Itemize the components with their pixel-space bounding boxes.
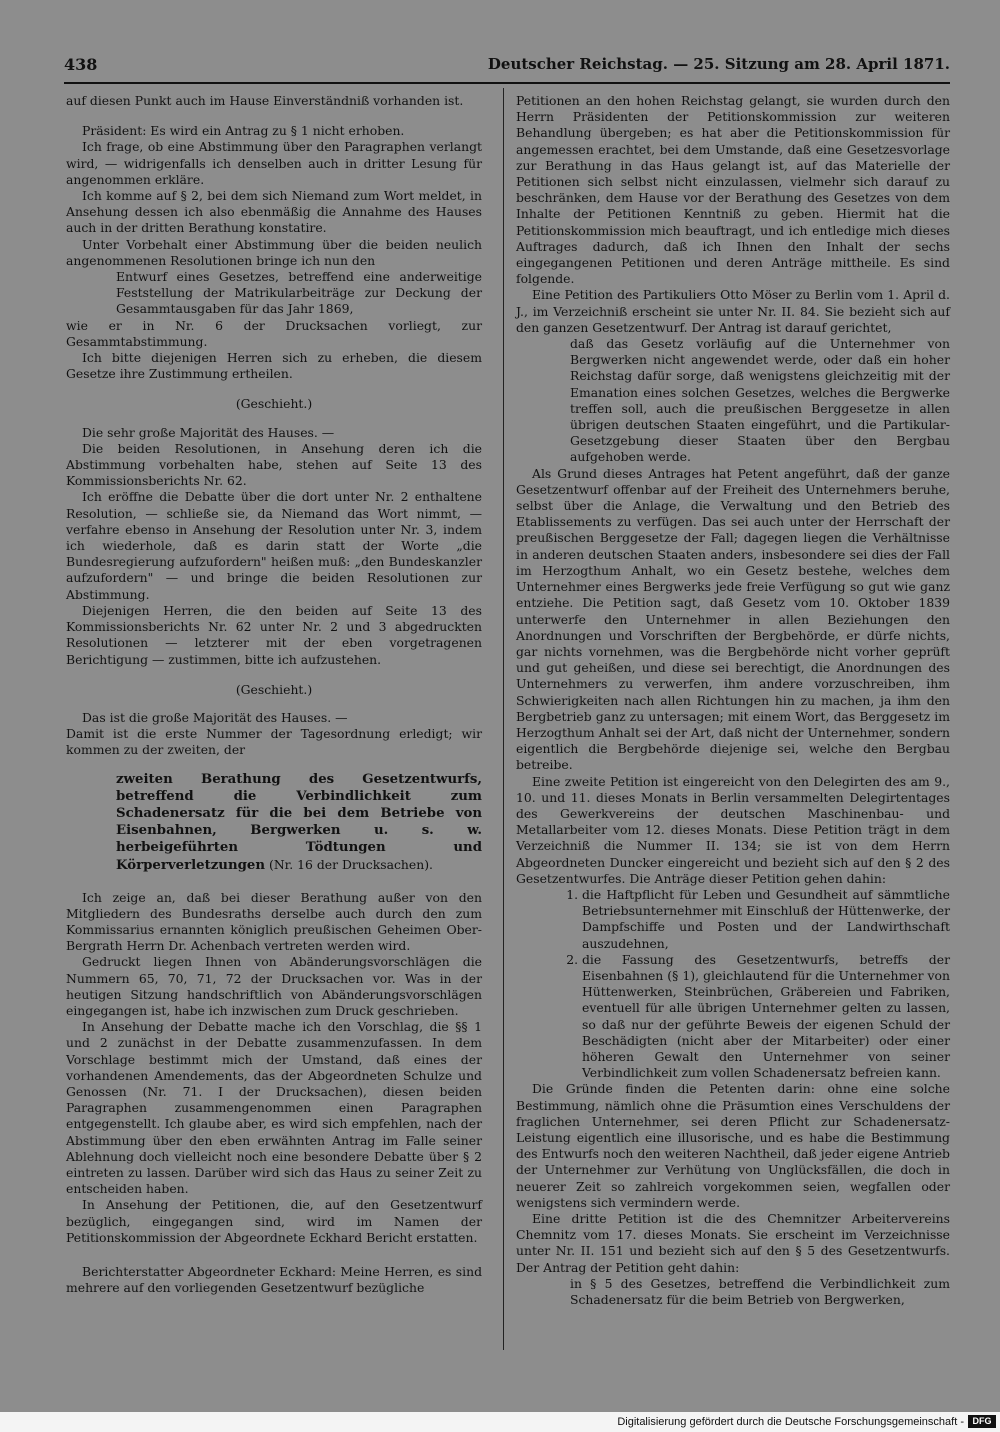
agenda-item-reference: (Nr. 16 der Drucksachen). bbox=[265, 856, 433, 872]
paragraph: Ich zeige an, daß bei dieser Berathung außer von den Mitgliedern des Bundesraths derselbe auch durch den zum Kommissarius ernannten königlich preußischen Geheimen Ober-Bergrath Herrn Dr. Achenbach vertreten werden wird. bbox=[66, 889, 482, 954]
paragraph: Ich eröffne die Debatte über die dort unter Nr. 2 enthaltene Resolution, — schließe sie, da Niemand das Wort nimmt, — verfahre ebenso in Ansehung der Resolution unter Nr. 3, indem ich wiederhole, daß es darin statt der Worte „die Bundesregierung aufzufordern" heißen muß: „den Bundeskanzler aufzufordern" — und bringe die beiden Resolutionen zur Abstimmung. bbox=[66, 489, 482, 602]
left-column bbox=[66, 93, 482, 1296]
paragraph: Ich frage, ob eine Abstimmung über den Paragraphen verlangt wird, — widrigenfalls ich denselben auch in dritter Lesung für angenommen erkläre. bbox=[66, 139, 482, 187]
paragraph: Ich komme auf § 2, bei dem sich Niemand zum Wort meldet, in Ansehung dessen ich also ebenmäßig die Annahme des Hauses auch in der dritten Berathung konstatire. bbox=[66, 188, 482, 236]
page-header bbox=[64, 55, 950, 79]
paragraph: Entwurf eines Gesetzes, betreffend eine anderweitige Feststellung der Matrikularbeiträge zur Deckung der Gesammtausgaben für das Jahr 1869, bbox=[116, 269, 482, 317]
quoted-request: in § 5 des Gesetzes, betreffend die Verbindlichkeit zum Schadenersatz für die beim Betrieb von Bergwerken, bbox=[570, 1275, 950, 1308]
paragraph: Eine Petition des Partikuliers Otto Möser zu Berlin vom 1. April d. J., im Verzeichniß erscheint sie unter Nr. II. 84. Sie bezieht sich auf den ganzen Gesetzentwurf. Der Antrag ist darauf gerichtet, bbox=[516, 287, 950, 335]
paragraph: Die Gründe finden die Petenten darin: ohne eine solche Bestimmung, nämlich ohne die Präsumtion eines Verschuldens der fraglichen Unternehmer, sei deren Pflicht zur Schadenersatz-Leistung eigentlich eine illusorische, und es habe die Bestimmung des Entwurfs noch den weiteren Nachtheil, daß jeder eigene Antrieb der Unternehmer zur Verhütung von Unglücksfällen, die doch in neuerer Zeit so zahlreich vorgekommen seien, wegfallen oder wenigstens sich vermindern werde. bbox=[516, 1081, 950, 1210]
agenda-item-heading bbox=[66, 771, 482, 874]
paragraph: Ich bitte diejenigen Herren sich zu erheben, die diesem Gesetze ihre Zustimmung ertheilen. bbox=[66, 350, 482, 382]
paragraph: Eine zweite Petition ist eingereicht von den Delegirten des am 9., 10. und 11. dieses Monats in Berlin versammelten Delegirtentages des Gewerkvereins der deutschen Maschinenbau- und Metallarbeiter vom 12. dieses Monats. Diese Petition trägt in dem Verzeichniß die Nummer II. 134; sie ist von dem Herrn Abgeordneten Duncker eingereicht und bezieht sich auf den § 2 des Gesetzentwurfes. Die Anträge dieser Petition gehen dahin: bbox=[516, 773, 950, 886]
column-divider bbox=[503, 88, 504, 1350]
paragraph: Damit ist die erste Nummer der Tagesordnung erledigt; wir kommen zu der zweiten, der bbox=[66, 726, 482, 758]
paragraph: Diejenigen Herren, die den beiden auf Seite 13 des Kommissionsberichts Nr. 62 unter Nr. 2 und 3 abgedruckten Resolutionen — letzterer mit der eben vorgetragenen Berichtigung — zustimmen, bitte ich aufzustehen. bbox=[66, 602, 482, 667]
stage-direction: (Geschieht.) bbox=[235, 681, 313, 697]
right-column bbox=[516, 93, 950, 1308]
dfg-logo: DFG bbox=[968, 1415, 996, 1428]
paragraph: Die sehr große Majorität des Hauses. — bbox=[82, 424, 335, 440]
paragraph: Gedruckt liegen Ihnen von Abänderungsvorschlägen die Nummern 65, 70, 71, 72 der Drucksachen vor. Was in der heutigen Sitzung handschriftlich von Abänderungsvorschlägen eingegangen ist, habe ich inzwischen zum Druck geschrieben. bbox=[66, 954, 482, 1018]
running-head: Deutscher Reichstag. — 25. Sitzung am 28. April 1871. bbox=[487, 55, 950, 73]
paragraph: Das ist die große Majorität des Hauses. — bbox=[82, 709, 348, 725]
petition-requests-list bbox=[516, 887, 950, 1081]
paragraph: Berichterstatter Abgeordneter Eckhard: Meine Herren, es sind mehrere auf den vorliegenden Gesetzentwurf bezügliche bbox=[66, 1263, 482, 1296]
paragraph: Eine dritte Petition ist die des Chemnitzer Arbeitervereins Chemnitz vom 17. dieses Monats. Sie erscheint im Verzeichnisse unter Nr. II. 151 und bezieht sich auf den § 5 des Gesetzentwurfs. Der Antrag der Petition geht dahin: bbox=[516, 1211, 950, 1275]
agenda-item-title: zweiten Berathung des Gesetzentwurfs, betreffend die Verbindlichkeit zum Schadenersatz für die bei dem Betriebe von Eisenbahnen, Bergwerken u. s. w. herbeigeführten Tödtungen und Körperverletzungen bbox=[116, 771, 482, 873]
paragraph: Als Grund dieses Antrages hat Petent angeführt, daß der ganze Gesetzentwurf offenbar auf der Freiheit des Unternehmers beruhe, selbst über die Anlage, die Verwaltung und den Betrieb des Etablissements zu verfügen. Das sei auch unter der Herrschaft der preußischen Berggesetze der Fall; dagegen liegen die Verhältnisse in anderen deutschen Staaten anders, insbesondere sei dies der Fall im Herzogthum Anhalt, wo ein Gesetz bestehe, welches dem Unternehmer eines Bergwerks jede freie Verfügung so gut wie ganz entziehe. Die Petition sagt, daß Gesetz vom 10. Oktober 1839 unterwerfe den Unternehmer in allen Beziehungen den Anordnungen und Vorschriften der Bergbehörde, er dürfe nichts, gar nichts vornehmen, was die Bergbehörde nicht vorher geprüft und gut geheißen, und diese sei berechtigt, die Anordnungen des Unternehmers zu verwerfen, ihm andere vorzuschreiben, ihm Schwierigkeiten nach allen Richtungen hin zu machen, ja ihm den Bergbetrieb ganz zu untersagen; mit einem Wort, das Berggesetz im Herzogthum Anhalt sei der Art, daß nicht der Unternehmer, sondern eigentlich die Bergbehörde diejenige sei, welche den Bergbau betreibe. bbox=[516, 465, 950, 773]
paragraph: Präsident: Es wird ein Antrag zu § 1 nicht erhoben. bbox=[82, 123, 405, 139]
list-item: 2. die Fassung des Gesetzentwurfs, betreffs der Eisenbahnen (§ 1), gleichlautend für die Unternehmer von Hüttenwerken, Steinbrüchen, Gräbereien und Fabriken, eventuell für alle übrigen Unternehmer gelten zu lassen, so daß nur der geführte Beweis der eigenen Schuld der Beschädigten (nicht aber der Mitarbeiter) oder einer höheren Gewalt den Unternehmer von seiner Verbindlichkeit zum vollen Schadenersatz befreien kann. bbox=[582, 952, 950, 1082]
stage-direction: (Geschieht.) bbox=[235, 396, 313, 412]
footer-bar bbox=[0, 1412, 1000, 1432]
paragraph: Unter Vorbehalt einer Abstimmung über die beiden neulich angenommenen Resolutionen bringe ich nun den bbox=[66, 236, 482, 268]
paragraph: wie er in Nr. 6 der Drucksachen vorliegt, zur Gesammtabstimmung. bbox=[66, 317, 482, 349]
quoted-request: daß das Gesetz vorläufig auf die Unternehmer von Bergwerken nicht angewendet werde, oder daß ein hoher Reichstag dafür sorge, daß wenigstens gleichzeitig mit der Emanation eines solchen Gesetzes, welches die Bergwerke treffen soll, auch die preußischen Berggesetze in allen übrigen deutschen Staaten eingeführt, und die Partikular-Gesetzgebung dieser Staaten über den Bergbau aufgehoben werde. bbox=[570, 336, 950, 465]
paragraph: Die beiden Resolutionen, in Ansehung deren ich die Abstimmung vorbehalten habe, stehen auf Seite 13 des Kommissionsberichts Nr. 62. bbox=[66, 440, 482, 489]
list-item: 1. die Haftpflicht für Leben und Gesundheit auf sämmtliche Betriebsunternehmer mit Einschluß der Hüttenwerke, der Dampfschiffe und Posten und der Landwirthschaft auszudehnen, bbox=[582, 887, 950, 952]
paragraph: Petitionen an den hohen Reichstag gelangt, sie wurden durch den Herrn Präsidenten der Petitionskommission zur weiteren Behandlung übergeben; es hat aber die Petitionskommission für angemessen erachtet, bei dem Umstande, daß eine Gesetzesvorlage zur Berathung in das Haus gelangt ist, auf das Materielle der Petitionen sich selbst nicht einzulassen, vielmehr sich darauf zu beschränken, dem Hause vor der Berathung des Gesetzes von dem Inhalte der Petitionen Kenntniß zu geben. Hiermit hat die Petitionskommission mich beauftragt, und ich entledige mich dieses Auftrages dadurch, daß ich Ihnen den Inhalt der sechs eingegangenen Petitionen und deren Anträge mittheile. Es sind folgende. bbox=[516, 93, 950, 287]
funding-note: Digitalisierung gefördert durch die Deutsche Forschungsgemeinschaft - bbox=[617, 1416, 964, 1428]
paragraph: In Ansehung der Petitionen, die, auf den Gesetzentwurf bezüglich, eingegangen sind, wird im Namen der Petitionskommission der Abgeordnete Eckhard Bericht erstatten. bbox=[66, 1197, 482, 1245]
paragraph: auf diesen Punkt auch im Hause Einverständniß vorhanden ist. bbox=[66, 93, 464, 108]
header-rule bbox=[64, 82, 950, 84]
paragraph: In Ansehung der Debatte mache ich den Vorschlag, die §§ 1 und 2 zunächst in der Debatte zusammenzufassen. In dem Vorschlage bestimmt mich der Umstand, daß eines der vorhandenen Amendements, das der Abgeordneten Schulze und Genossen (Nr. 71. I der Drucksachen), diesen beiden Paragraphen zusammengenommen einen Paragraphen entgegenstellt. Ich glaube aber, es wird sich empfehlen, nach der Abstimmung über den eben erwähnten Antrag im Falle seiner Ablehnung doch vielleicht noch eine besondere Debatte über § 2 eintreten zu lassen. Darüber wird sich das Haus zu seiner Zeit zu entscheiden haben. bbox=[66, 1019, 482, 1197]
page-number: 438 bbox=[64, 55, 98, 74]
